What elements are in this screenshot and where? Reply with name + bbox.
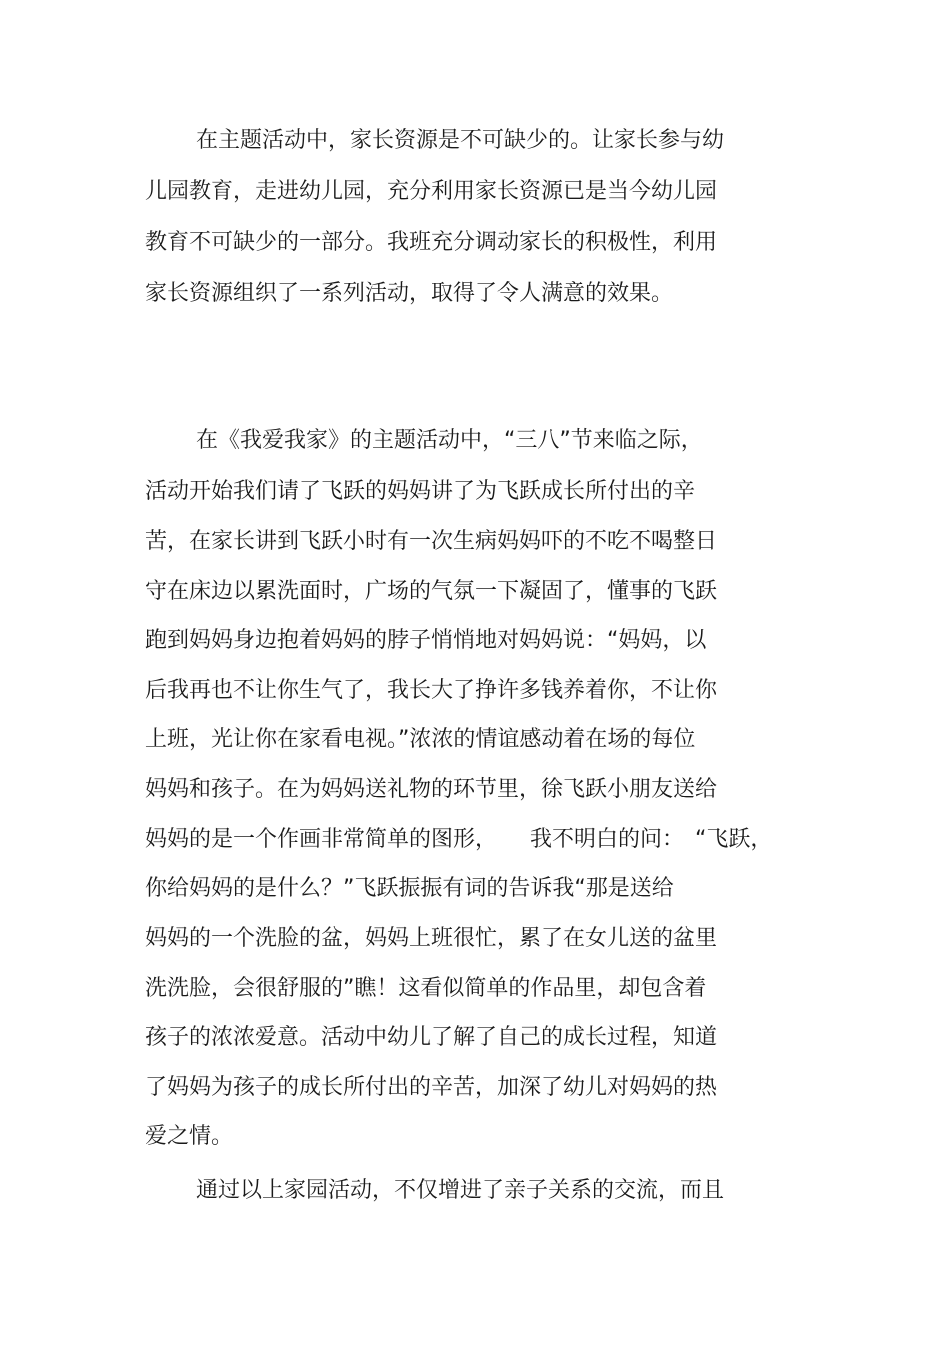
text-line: 后我再也不让你生气了，我长大了挣许多钱养着你，不让你 (145, 678, 718, 703)
text-line: 妈妈的是一个作画非常简单的图形， 我不明白的问： “飞跃， (145, 827, 773, 852)
text-line: 活动开始我们请了飞跃的妈妈讲了为飞跃成长所付出的辛 (145, 479, 696, 504)
text-line: 在《我爱我家》的主题活动中，“三八”节来临之际， (196, 428, 703, 453)
text-line: 儿园教育，走进幼儿园，充分利用家长资源已是当今幼儿园 (145, 179, 718, 204)
text-line: 妈妈和孩子。在为妈妈送礼物的环节里，徐飞跃小朋友送给 (145, 777, 718, 802)
text-line: 了妈妈为孩子的成长所付出的辛苦，加深了幼儿对妈妈的热 (145, 1075, 718, 1100)
text-line: 在主题活动中，家长资源是不可缺少的。让家长参与幼 (196, 128, 725, 153)
text-line: 妈妈的一个洗脸的盆，妈妈上班很忙，累了在女儿送的盆里 (145, 926, 718, 951)
text-line: 爱之情。 (145, 1124, 234, 1149)
text-line: 苦，在家长讲到飞跃小时有一次生病妈妈吓的不吃不喝整日 (145, 529, 718, 554)
text-line: 你给妈妈的是什么？”飞跃振振有词的告诉我“那是送给 (145, 876, 674, 901)
text-line: 上班，光让你在家看电视。”浓浓的情谊感动着在场的每位 (145, 727, 696, 752)
text-line: 跑到妈妈身边抱着妈妈的脖子悄悄地对妈妈说：“妈妈，以 (145, 628, 707, 653)
text-line: 守在床边以累洗面时，广场的气氛一下凝固了，懂事的飞跃 (145, 579, 718, 604)
text-line: 通过以上家园活动，不仅增进了亲子关系的交流，而且 (196, 1178, 725, 1203)
text-line: 家长资源组织了一系列活动，取得了令人满意的效果。 (145, 281, 674, 306)
text-line: 教育不可缺少的一部分。我班充分调动家长的积极性，利用 (145, 230, 718, 255)
text-line: 孩子的浓浓爱意。活动中幼儿了解了自己的成长过程，知道 (145, 1025, 718, 1050)
text-line: 洗洗脸，会很舒服的”瞧！这看似简单的作品里，却包含着 (145, 976, 707, 1001)
